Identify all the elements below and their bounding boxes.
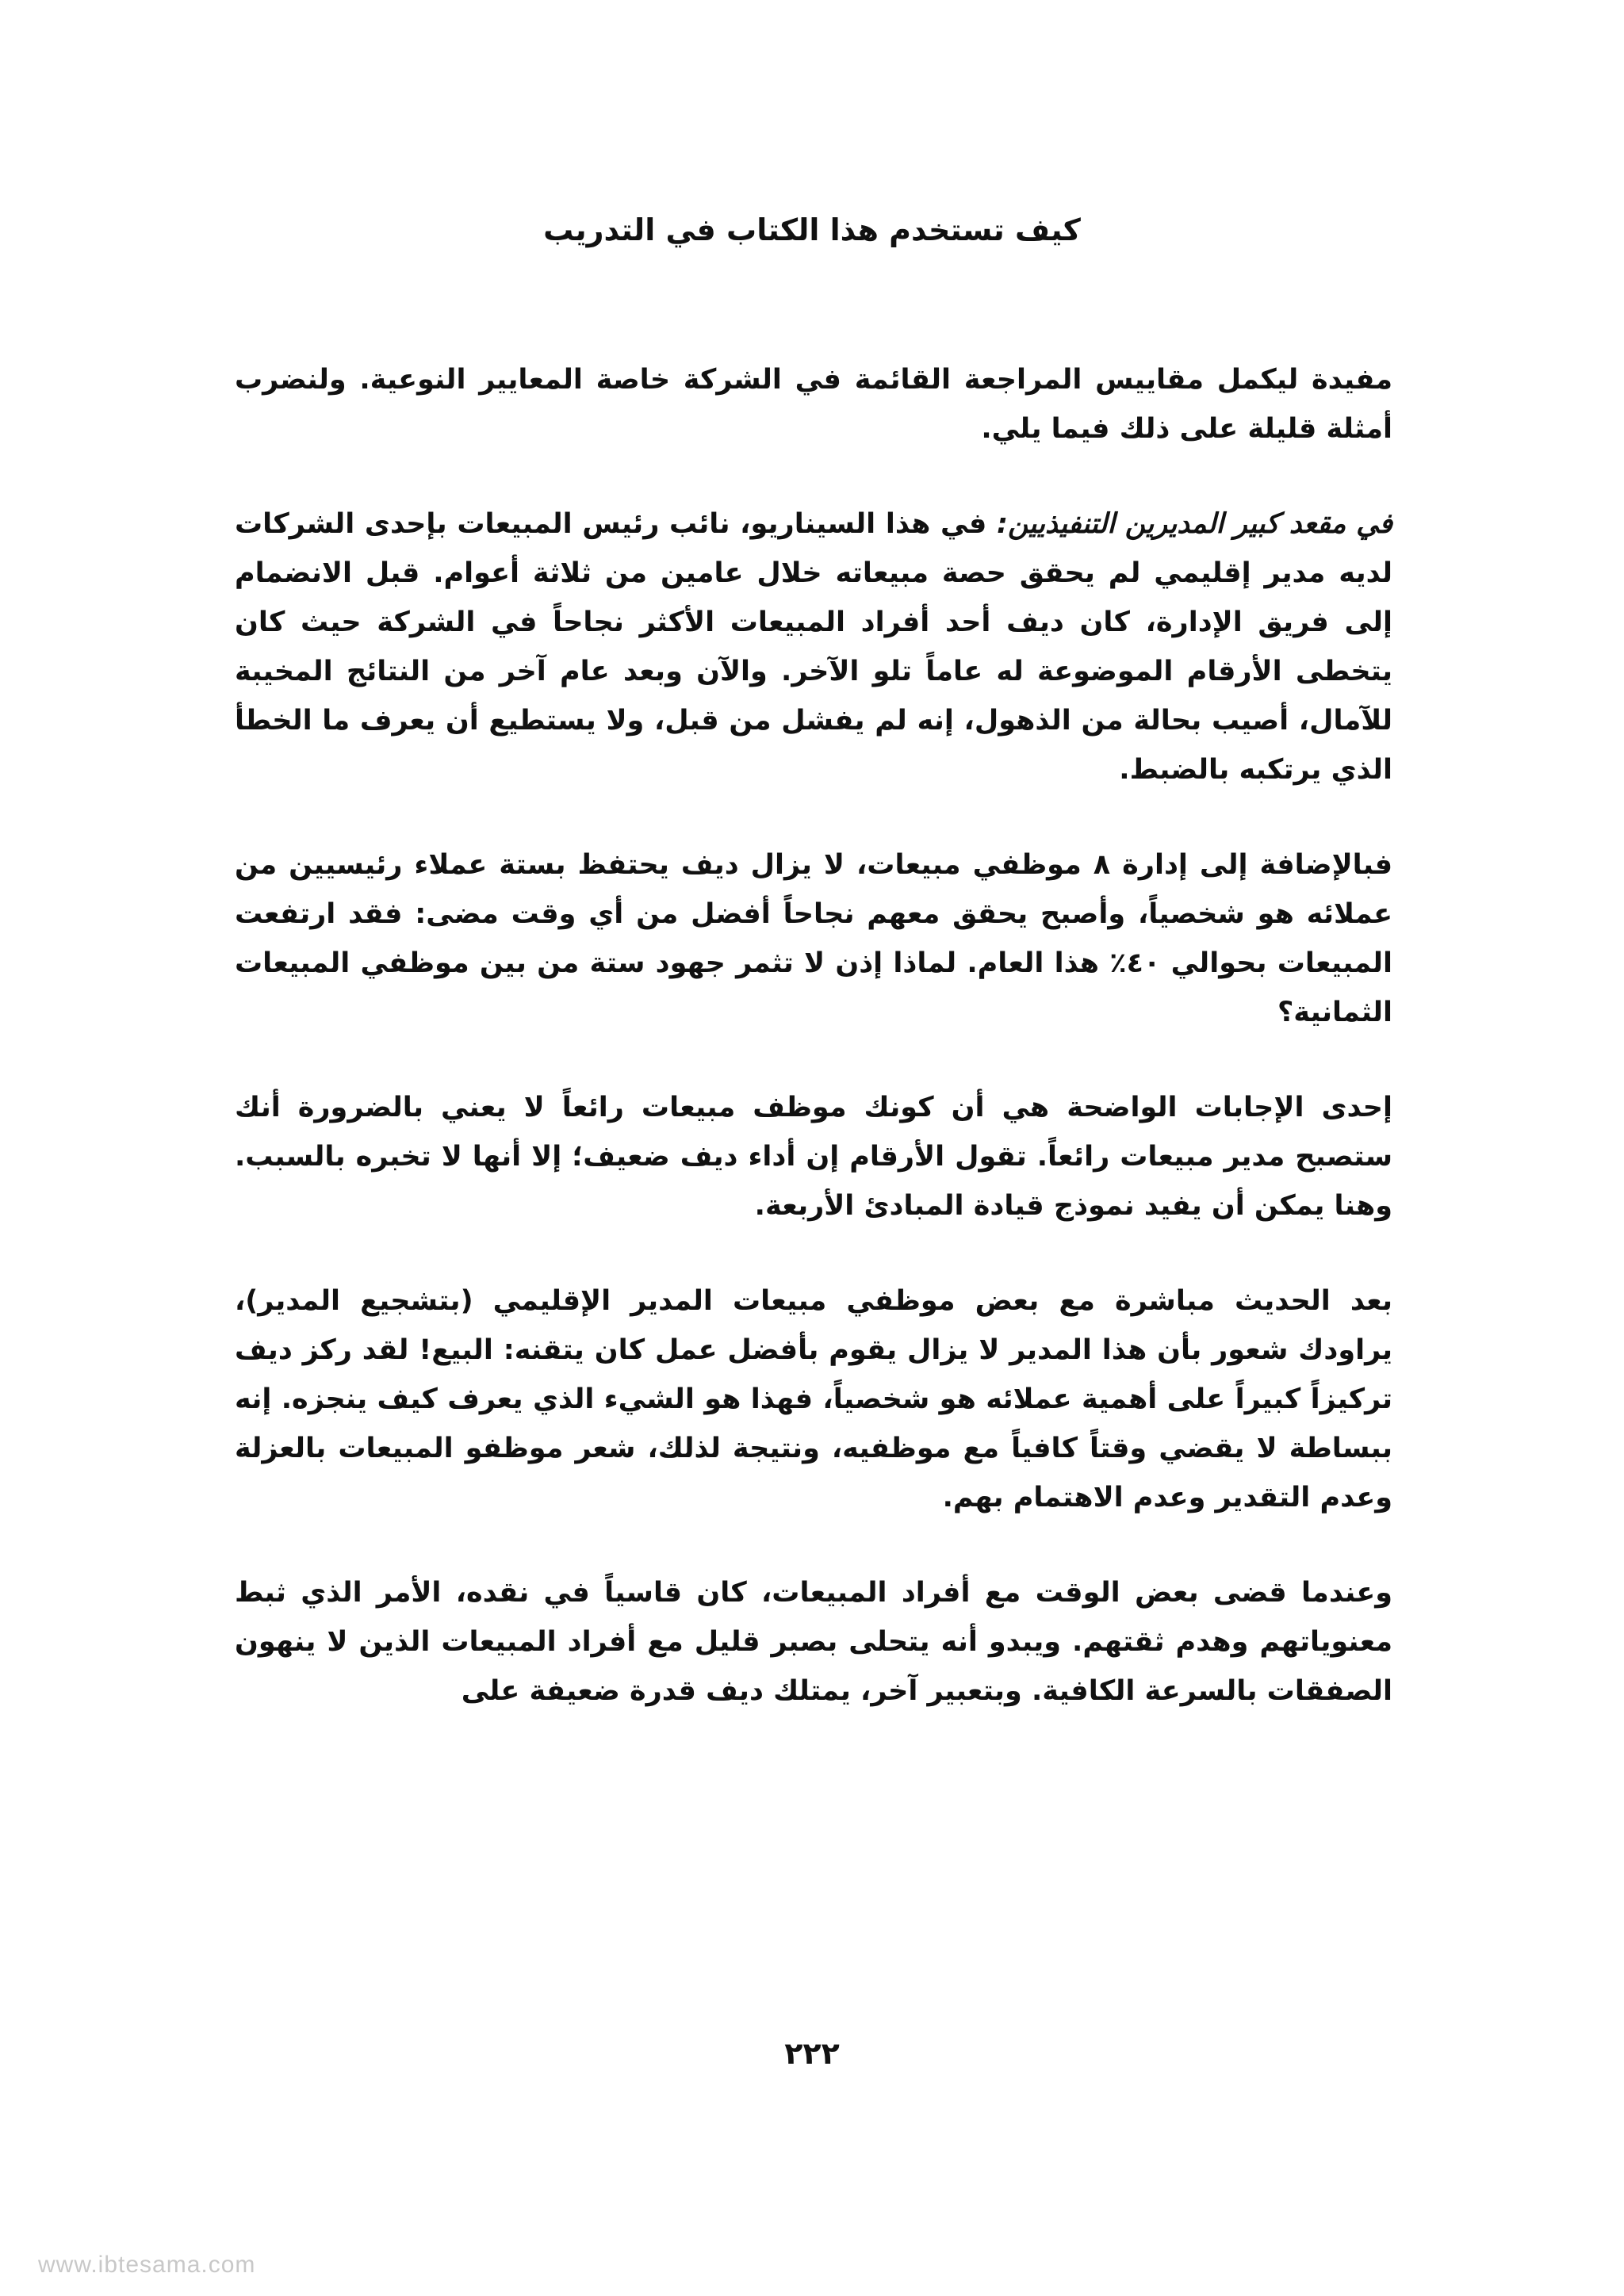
body-text	[235, 355, 1392, 1762]
paragraph-2-lead: في مقعد كبير المديرين التنفيذيين:	[997, 508, 1392, 540]
paragraph-2	[235, 499, 1392, 794]
paragraph-6-text: وعندما قضى بعض الوقت مع أفراد المبيعات، كان قاسياً في نقده، الأمر الذي ثبط معنوياتهم وهدم ثقتهم. ويبدو أنه يتحلى بصبر قليل مع أفراد المبيعات الذين لا ينهون الصفقات بالسرعة الكافية. وبتعبير آخر، يمتلك ديف قدرة ضعيفة على	[235, 1577, 1392, 1707]
paragraph-5	[235, 1276, 1392, 1522]
paragraph-3	[235, 840, 1392, 1037]
paragraph-6	[235, 1568, 1392, 1716]
paragraph-1	[235, 355, 1392, 453]
watermark: www.ibtesama.com	[38, 2252, 256, 2278]
paragraph-4-text: إحدى الإجابات الواضحة هي أن كونك موظف مبيعات رائعاً لا يعني بالضرورة أنك ستصبح مدير مبيعات رائعاً. تقول الأرقام إن أداء ديف ضعيف؛ إلا أنها لا تخبره بالسبب. وهنا يمكن أن يفيد نموذج قيادة المبادئ الأربعة.	[235, 1092, 1392, 1222]
running-header: كيف تستخدم هذا الكتاب في التدريب	[543, 212, 1081, 247]
page-number: ٢٢٢	[784, 2036, 840, 2071]
paragraph-1-text: مفيدة ليكمل مقاييس المراجعة القائمة في الشركة خاصة المعايير النوعية. ولنضرب أمثلة قليلة على ذلك فيما يلي.	[235, 364, 1392, 445]
paragraph-4	[235, 1083, 1392, 1230]
paragraph-5-text: بعد الحديث مباشرة مع بعض موظفي مبيعات المدير الإقليمي (بتشجيع المدير)، يراودك شعور بأن هذا المدير لا يزال يقوم بأفضل عمل كان يتقنه: البيع! لقد ركز ديف تركيزاً كبيراً على أهمية عملائه هو شخصياً، فهذا هو الشيء الذي يعرف كيف ينجزه. إنه ببساطة لا يقضي وقتاً كافياً مع موظفيه، ونتيجة لذلك، شعر موظفو المبيعات بالعزلة وعدم التقدير وعدم الاهتمام بهم.	[235, 1285, 1392, 1513]
paragraph-2-text: في هذا السيناريو، نائب رئيس المبيعات بإحدى الشركات لديه مدير إقليمي لم يحقق حصة مبيعاته خلال عامين من ثلاثة أعوام. قبل الانضمام إلى فريق الإدارة، كان ديف أحد أفراد المبيعات الأكثر نجاحاً في الشركة حيث كان يتخطى الأرقام الموضوعة له عاماً تلو الآخر. والآن وبعد عام آخر من النتائج المخيبة للآمال، أصيب بحالة من الذهول، إنه لم يفشل من قبل، ولا يستطيع أن يعرف ما الخطأ الذي يرتكبه بالضبط.	[235, 508, 1392, 786]
paragraph-3-text: فبالإضافة إلى إدارة ٨ موظفي مبيعات، لا يزال ديف يحتفظ بستة عملاء رئيسيين من عملائه هو شخصياً، وأصبح يحقق معهم نجاحاً أفضل من أي وقت مضى: فقد ارتفعت المبيعات بحوالي ٤٠٪ هذا العام. لماذا إذن لا تثمر جهود ستة من بين موظفي المبيعات الثمانية؟	[235, 849, 1392, 1028]
